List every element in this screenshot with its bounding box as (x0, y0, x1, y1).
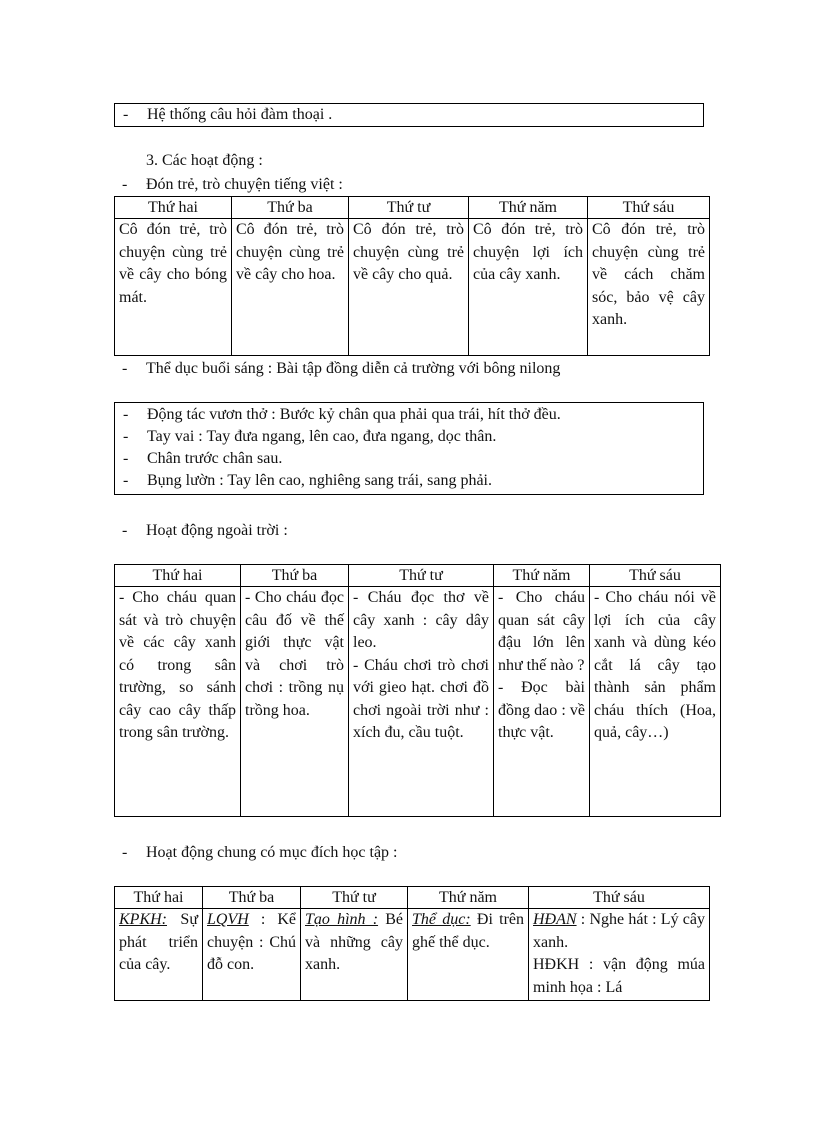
welcome-heading: - Đón trẻ, trò chuyện tiếng việt : (122, 176, 343, 193)
outdoor-heading: - Hoạt động ngoài trời : (122, 522, 288, 539)
day-header: Thứ năm (494, 565, 590, 587)
table-cell: Cô đón trẻ, trò chuyện lợi ích của cây xanh. (469, 219, 588, 356)
day-header: Thứ sáu (529, 887, 710, 909)
subject-label: KPKH: (119, 911, 167, 928)
table-cell: - Cho cháu nói về lợi ích của cây xanh và dùng kéo cắt lá cây tạo thành sản phẩm cháu thích (Hoa, quả, cây…) (590, 587, 721, 817)
learning-heading: - Hoạt động chung có mục đích học tập : (122, 844, 398, 861)
table-cell: Cô đón trẻ, trò chuyện cùng trẻ về cách chăm sóc, bảo vệ cây xanh. (588, 219, 710, 356)
day-header: Thứ hai (115, 197, 232, 219)
section-title: 3. Các hoạt động : (146, 152, 263, 169)
table-cell: Cô đón trẻ, trò chuyện cùng trẻ về cây cho bóng mát. (115, 219, 232, 356)
table-cell: LQVH : Kể chuyện : Chú đỗ con. (203, 909, 301, 1001)
day-header: Thứ tư (301, 887, 408, 909)
learning-table (114, 886, 710, 1001)
outdoor-table (114, 564, 721, 817)
day-header: Thứ hai (115, 887, 203, 909)
extra-activity: HĐKH : vận động múa minh họa : Lá (533, 956, 705, 996)
subject-label: LQVH (207, 911, 249, 928)
day-header: Thứ tư (349, 197, 469, 219)
list-item: - Bụng lườn : Tay lên cao, nghiêng sang trái, sang phải. (123, 472, 492, 489)
table-cell: Cô đón trẻ, trò chuyện cùng trẻ về cây cho quả. (349, 219, 469, 356)
top-box-text: Hệ thống câu hỏi đàm thoại . (147, 106, 333, 123)
table-cell: - Cho cháu quan sát và trò chuyện về các cây xanh có trong sân trường, so sánh cây cao cây thấp trong sân trường. (115, 587, 241, 817)
day-header: Thứ sáu (588, 197, 710, 219)
subject-label: Tạo hình : (305, 911, 379, 928)
table-cell: - Cháu đọc thơ về cây xanh : cây dây leo. - Cháu chơi trò chơi với gieo hạt. chơi đồ chơi ngoài trời như : xích đu, cầu tuột. (349, 587, 494, 817)
day-header: Thứ sáu (590, 565, 721, 587)
list-item: - Chân trước chân sau. (123, 450, 283, 467)
subject-label: Thể dục: (412, 911, 471, 928)
day-header: Thứ năm (408, 887, 529, 909)
welcome-table (114, 196, 710, 356)
table-cell: - Cho cháu đọc câu đố về thế giới thực vật và chơi trò chơi : trồng nụ trồng hoa. (241, 587, 349, 817)
list-item: - Tay vai : Tay đưa ngang, lên cao, đưa ngang, dọc thân. (123, 428, 497, 445)
day-header: Thứ hai (115, 565, 241, 587)
day-header: Thứ ba (232, 197, 349, 219)
table-cell: Thể dục: Đi trên ghế thể dục. (408, 909, 529, 1001)
day-header: Thứ tư (349, 565, 494, 587)
table-cell: KPKH: Sự phát triển của cây. (115, 909, 203, 1001)
exercise-heading: - Thể dục buổi sáng : Bài tập đồng diễn cả trường với bông nilong (122, 360, 561, 377)
exercise-box (114, 402, 704, 495)
day-header: Thứ năm (469, 197, 588, 219)
day-header: Thứ ba (203, 887, 301, 909)
top-box: - Hệ thống câu hỏi đàm thoại . (114, 103, 704, 127)
day-header: Thứ ba (241, 565, 349, 587)
table-cell: HĐAN : Nghe hát : Lý cây xanh. HĐKH : vận động múa minh họa : Lá (529, 909, 710, 1001)
table-cell: Tạo hình : Bé và những cây xanh. (301, 909, 408, 1001)
subject-label: HĐAN (533, 911, 577, 928)
table-cell: Cô đón trẻ, trò chuyện cùng trẻ về cây cho hoa. (232, 219, 349, 356)
list-item: - Động tác vươn thở : Bước kỷ chân qua phải qua trái, hít thở đều. (123, 406, 561, 423)
table-cell: - Cho cháu quan sát cây đậu lớn lên như thế nào ? - Đọc bài đồng dao : về thực vật. (494, 587, 590, 817)
